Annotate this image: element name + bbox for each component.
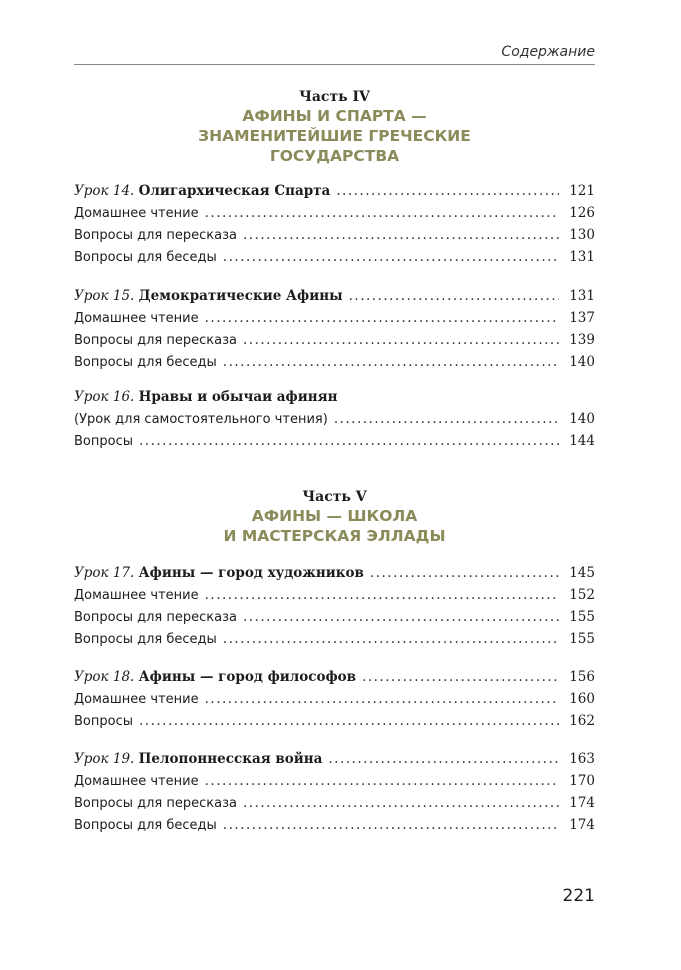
dot-leader xyxy=(362,666,559,688)
page-ref: 144 xyxy=(569,433,595,449)
entry-text: Домашнее чтение xyxy=(74,311,199,326)
toc-entry-row[interactable] xyxy=(74,224,595,246)
lesson-number: Урок 15. xyxy=(74,288,135,304)
lesson-18 xyxy=(74,666,595,732)
dot-leader xyxy=(205,584,559,606)
page-ref: 174 xyxy=(569,817,595,833)
lesson-number: Урок 14. xyxy=(74,183,135,199)
dot-leader xyxy=(223,814,559,836)
part-5-heading xyxy=(74,488,595,546)
toc-lesson-row[interactable] xyxy=(74,666,595,688)
page-ref: 163 xyxy=(569,751,595,767)
lesson-title: Демократические Афины xyxy=(138,288,343,304)
dot-leader xyxy=(328,748,559,770)
toc-entry-row[interactable] xyxy=(74,710,595,732)
lesson-title: Афины — город художников xyxy=(138,565,364,581)
dot-leader xyxy=(349,285,559,307)
toc-entry-row[interactable] xyxy=(74,770,595,792)
entry-text: Вопросы xyxy=(74,434,133,449)
entry-text: Вопросы xyxy=(74,714,133,729)
lesson-number: Урок 16. xyxy=(74,389,135,405)
page-ref: 170 xyxy=(569,773,595,789)
page-ref: 126 xyxy=(569,205,595,221)
toc-entry-row[interactable] xyxy=(74,688,595,710)
dot-leader xyxy=(205,688,559,710)
dot-leader xyxy=(205,770,559,792)
page-ref: 162 xyxy=(569,713,595,729)
lesson-title: Афины — город философов xyxy=(138,669,357,685)
page-ref: 174 xyxy=(569,795,595,811)
lesson-number: Урок 19. xyxy=(74,751,135,767)
dot-leader xyxy=(139,430,559,452)
dot-leader xyxy=(223,246,559,268)
dot-leader xyxy=(243,329,559,351)
entry-text: Вопросы для пересказа xyxy=(74,796,237,811)
page-ref: 155 xyxy=(569,631,595,647)
entry-text: Домашнее чтение xyxy=(74,206,199,221)
page-ref: 155 xyxy=(569,609,595,625)
entry-text: Домашнее чтение xyxy=(74,588,199,603)
dot-leader xyxy=(370,562,559,584)
page-ref: 130 xyxy=(569,227,595,243)
page-ref: 152 xyxy=(569,587,595,603)
part-title-line: И МАСТЕРСКАЯ ЭЛЛАДЫ xyxy=(223,527,446,545)
entry-text: Домашнее чтение xyxy=(74,692,199,707)
lesson-17 xyxy=(74,562,595,650)
lesson-title: Олигархическая Спарта xyxy=(138,183,331,199)
toc-lesson-row[interactable] xyxy=(74,285,595,307)
page-number: 221 xyxy=(562,886,595,906)
lesson-14 xyxy=(74,180,595,268)
part-title-line: АФИНЫ — ШКОЛА xyxy=(251,507,418,525)
entry-text: Вопросы для беседы xyxy=(74,250,217,265)
part-4-heading xyxy=(74,88,595,166)
toc-lesson-row[interactable] xyxy=(74,562,595,584)
header-divider xyxy=(74,64,595,65)
dot-leader xyxy=(243,792,559,814)
toc-lesson-row[interactable] xyxy=(74,386,595,408)
dot-leader xyxy=(223,628,559,650)
page-ref: 131 xyxy=(569,249,595,265)
toc-entry-row[interactable] xyxy=(74,329,595,351)
entry-text: Вопросы для пересказа xyxy=(74,228,237,243)
page-ref: 137 xyxy=(569,310,595,326)
lesson-16 xyxy=(74,386,595,452)
page-ref: 160 xyxy=(569,691,595,707)
entry-text: Вопросы для беседы xyxy=(74,632,217,647)
entry-text: Вопросы для беседы xyxy=(74,355,217,370)
toc-lesson-row[interactable] xyxy=(74,748,595,770)
dot-leader xyxy=(243,224,559,246)
entry-text: Вопросы для беседы xyxy=(74,818,217,833)
page-ref: 145 xyxy=(569,565,595,581)
page-ref: 140 xyxy=(569,411,595,427)
toc-entry-row[interactable] xyxy=(74,628,595,650)
dot-leader xyxy=(334,408,559,430)
page-ref: 131 xyxy=(569,288,595,304)
dot-leader xyxy=(139,710,559,732)
toc-entry-row[interactable] xyxy=(74,792,595,814)
toc-entry-row[interactable] xyxy=(74,606,595,628)
entry-text: Домашнее чтение xyxy=(74,774,199,789)
dot-leader xyxy=(205,307,559,329)
page-ref: 156 xyxy=(569,669,595,685)
toc-entry-row[interactable] xyxy=(74,430,595,452)
lesson-number: Урок 17. xyxy=(74,565,135,581)
page-ref: 139 xyxy=(569,332,595,348)
running-header: Содержание xyxy=(501,44,595,60)
part-title-line: ГОСУДАРСТВА xyxy=(269,147,400,165)
lesson-19 xyxy=(74,748,595,836)
toc-entry-row[interactable] xyxy=(74,408,595,430)
toc-entry-row[interactable] xyxy=(74,584,595,606)
part-label: Часть V xyxy=(302,489,367,505)
page-ref: 140 xyxy=(569,354,595,370)
dot-leader xyxy=(205,202,559,224)
part-title-line: ЗНАМЕНИТЕЙШИЕ ГРЕЧЕСКИЕ xyxy=(198,127,471,145)
page-ref: 121 xyxy=(569,183,595,199)
toc-lesson-row[interactable] xyxy=(74,180,595,202)
lesson-title: Пелопоннесская война xyxy=(138,751,323,767)
entry-text: Вопросы для пересказа xyxy=(74,610,237,625)
toc-entry-row[interactable] xyxy=(74,202,595,224)
lesson-number: Урок 18. xyxy=(74,669,135,685)
toc-entry-row[interactable] xyxy=(74,307,595,329)
dot-leader xyxy=(336,180,559,202)
part-label: Часть IV xyxy=(299,89,370,105)
toc-entry-row[interactable] xyxy=(74,246,595,268)
lesson-15 xyxy=(74,285,595,373)
dot-leader xyxy=(223,351,559,373)
toc-entry-row[interactable] xyxy=(74,351,595,373)
entry-text: Вопросы для пересказа xyxy=(74,333,237,348)
lesson-title: Нравы и обычаи афинян xyxy=(138,389,338,405)
part-title-line: АФИНЫ И СПАРТА — xyxy=(242,107,427,125)
toc-entry-row[interactable] xyxy=(74,814,595,836)
dot-leader xyxy=(243,606,559,628)
entry-text: (Урок для самостоятельного чтения) xyxy=(74,412,328,427)
